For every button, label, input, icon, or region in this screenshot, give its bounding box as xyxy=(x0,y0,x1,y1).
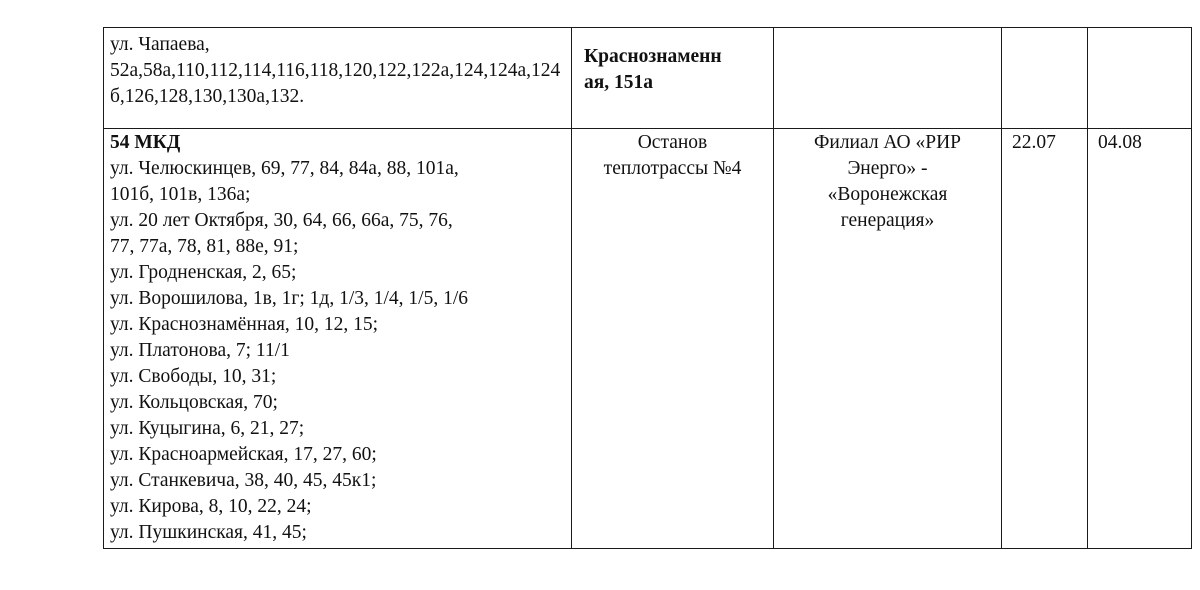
date-end-cell xyxy=(1088,28,1192,129)
organization-line: Филиал АО «РИР xyxy=(813,132,962,153)
location-cell xyxy=(572,28,774,129)
reason-line: Останов xyxy=(637,132,708,153)
address-line: 52а,58а,110,112,114,116,118,120,122,122а,124,124а,124б,126,128,130,130а,132. xyxy=(110,60,561,107)
address-line: ул. Краснознамённая, 10, 12, 15; xyxy=(110,314,379,335)
address-line: ул. 20 лет Октября, 30, 64, 66, 66а, 75, 76, xyxy=(110,210,453,231)
address-cell xyxy=(104,28,572,129)
reason-line: теплотрассы №4 xyxy=(603,158,742,179)
address-line: 77, 77а, 78, 81, 88е, 91; xyxy=(110,236,299,257)
table-row xyxy=(104,129,1192,549)
organization-line: Энерго» - xyxy=(847,158,928,179)
organization-cell xyxy=(774,129,1002,549)
date-start-cell xyxy=(1002,28,1088,129)
organization-line: генерация» xyxy=(840,210,935,231)
organization-line: «Воронежская xyxy=(827,184,948,205)
address-line: ул. Пушкинская, 41, 45; xyxy=(110,522,307,543)
address-line: ул. Гродненская, 2, 65; xyxy=(110,262,297,283)
address-line: ул. Чапаева, xyxy=(110,34,210,55)
address-line: ул. Ворошилова, 1в, 1г; 1д, 1/3, 1/4, 1/5, 1/6 xyxy=(110,288,469,309)
address-line: ул. Челюскинцев, 69, 77, 84, 84а, 88, 101а, xyxy=(110,158,459,179)
address-line: ул. Красноармейская, 17, 27, 60; xyxy=(110,444,377,465)
outage-table xyxy=(103,27,1192,549)
table-row xyxy=(104,28,1192,129)
address-line: 101б, 101в, 136а; xyxy=(110,184,251,205)
reason-cell xyxy=(572,129,774,549)
address-cell xyxy=(104,129,572,549)
address-line: ул. Кирова, 8, 10, 22, 24; xyxy=(110,496,312,517)
address-line: ул. Свободы, 10, 31; xyxy=(110,366,277,387)
organization-cell xyxy=(774,28,1002,129)
date-end-cell: 04.08 xyxy=(1088,129,1192,549)
location-line: ая, 151а xyxy=(584,72,654,93)
location-line: Краснознаменн xyxy=(584,46,722,67)
address-line: ул. Платонова, 7; 11/1 xyxy=(110,340,290,361)
address-line: ул. Куцыгина, 6, 21, 27; xyxy=(110,418,305,439)
address-line: ул. Кольцовская, 70; xyxy=(110,392,278,413)
address-line: ул. Станкевича, 38, 40, 45, 45к1; xyxy=(110,470,377,491)
date-start-cell: 22.07 xyxy=(1002,129,1088,549)
building-count-heading: 54 МКД xyxy=(110,132,181,153)
